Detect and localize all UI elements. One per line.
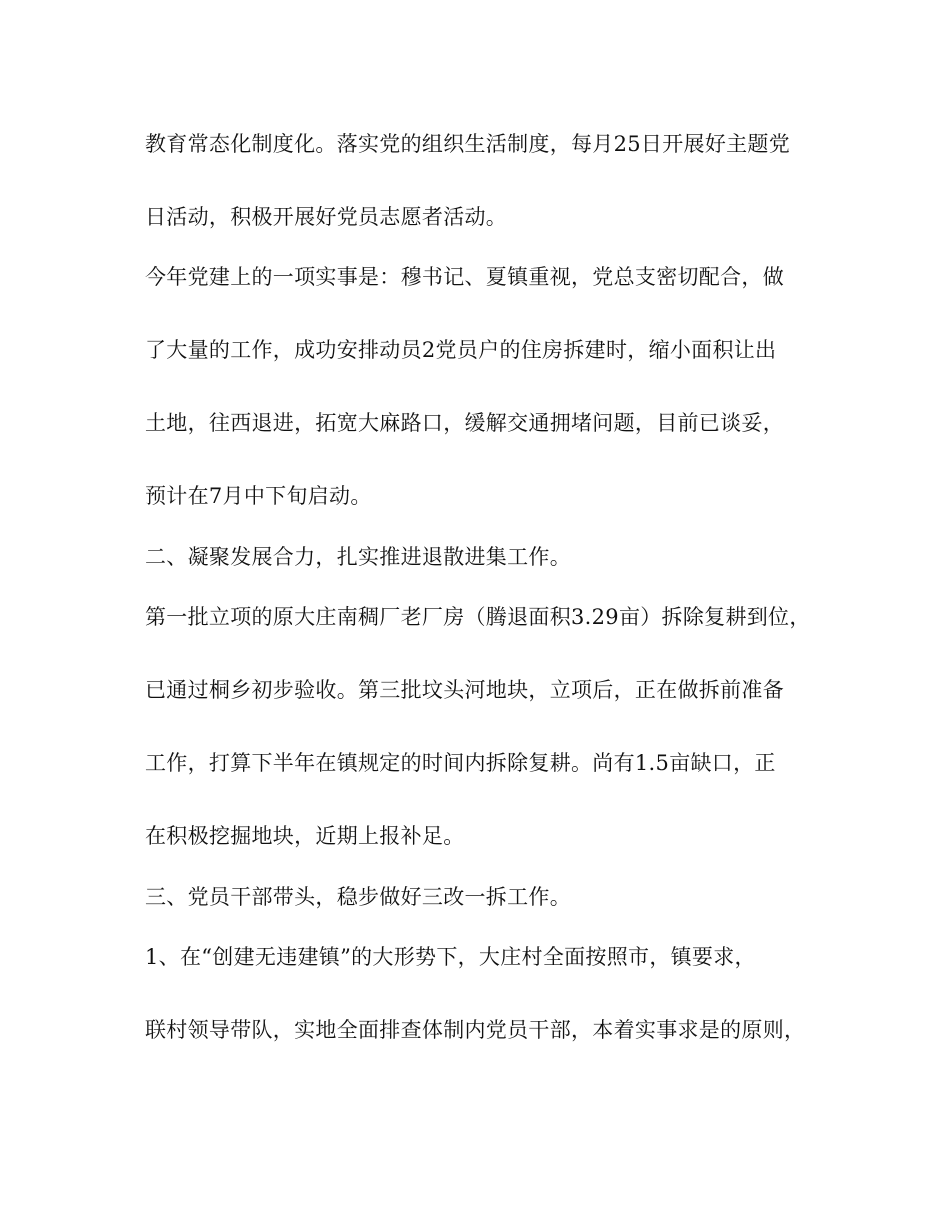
text-line: 预计在7月中下旬启动。: [145, 484, 372, 508]
text-line: 教育常态化制度化。落实党的组织生活制度，每月25日开展好主题党: [145, 132, 791, 156]
section-heading: 三、党员干部带头，稳步做好三改一拆工作。: [145, 885, 571, 909]
text-line: 1、在“创建无违建镇”的大形势下，大庄村全面按照市，镇要求，: [145, 945, 756, 969]
text-line: 今年党建上的一项实事是：穆书记、夏镇重视，党总支密切配合，做: [145, 265, 784, 289]
text-line: 在积极挖掘地块，近期上报补足。: [145, 824, 465, 848]
text-line: 土地，往西退进，拓宽大麻路口，缓解交通拥堵问题，目前已谈妥，: [145, 411, 784, 435]
text-line: 日活动，积极开展好党员志愿者活动。: [145, 205, 508, 229]
text-line: 第一批立项的原大庄南稠厂老厂房（腾退面积3.29亩）拆除复耕到位，: [145, 605, 811, 629]
text-line: 已通过桐乡初步验收。第三批坟头河地块，立项后，正在做拆前准备: [145, 678, 784, 702]
text-line: 了大量的工作，成功安排动员2党员户的住房拆建时，缩小面积让出: [145, 338, 777, 362]
text-line: 工作，打算下半年在镇规定的时间内拆除复耕。尚有1.5亩缺口，正: [145, 751, 776, 775]
text-line: 联村领导带队，实地全面排查体制内党员干部，本着实事求是的原则，: [145, 1018, 806, 1042]
section-heading: 二、凝聚发展合力，扎实推进退散进集工作。: [145, 545, 571, 569]
